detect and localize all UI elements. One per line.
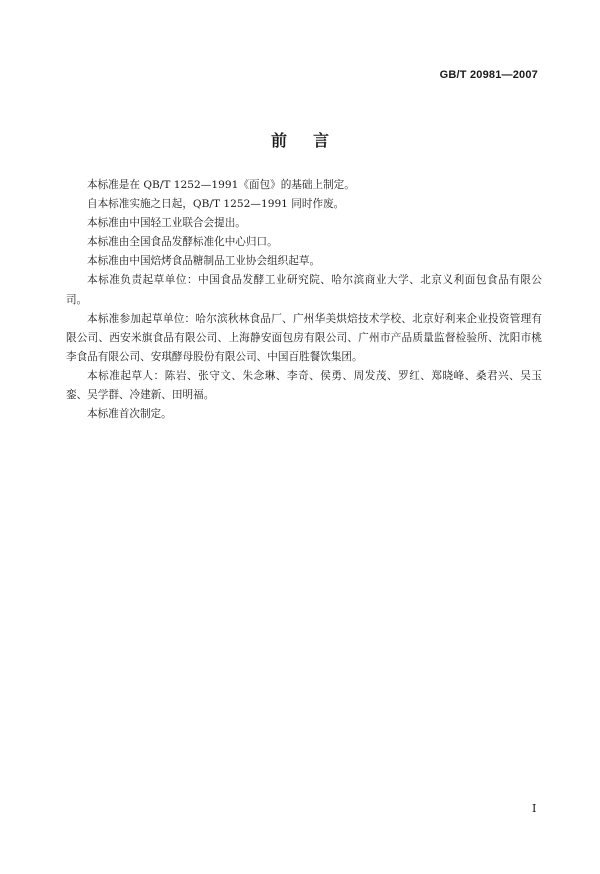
paragraph-drafters: 本标准起草人：陈岩、张守文、朱念琳、李奇、侯勇、周发茂、罗红、郑晓峰、桑君兴、吴玉銮、吴学群、冷建新、田明福。 [66,369,542,402]
page-number: I [532,802,537,815]
paragraph-administrator: 本标准由全国食品发酵标准化中心归口。 [87,236,278,249]
paragraph-organizer: 本标准由中国焙烤食品糖制品工业协会组织起草。 [87,255,321,268]
standard-number: GB/T 20981—2007 [439,69,538,81]
paragraph-participating-drafters: 本标准参加起草单位：哈尔滨秋林食品厂、广州华美烘焙技术学校、北京好利来企业投资管理有限公司、西安米旗食品有限公司、上海静安面包房有限公司、广州市产品质量监督检验所、沈阳市桃李食品有限公司、安琪酵母股份有限公司、中国百胜餐饮集团。 [66,312,542,363]
paragraph-supersede: 自本标准实施之日起，QB/T 1252—1991 同时作废。 [87,198,345,211]
paragraph-first-edition: 本标准首次制定。 [87,408,172,421]
paragraph-proposer: 本标准由中国轻工业联合会提出。 [87,217,246,230]
paragraph-main-drafters: 本标准负责起草单位：中国食品发酵工业研究院、哈尔滨商业大学、北京义利面包食品有限公司。 [66,274,542,306]
paragraph-basis: 本标准是在 QB/T 1252—1991《面包》的基础上制定。 [87,179,355,191]
page-title: 前言 [270,131,355,150]
foreword-body [66,176,542,424]
